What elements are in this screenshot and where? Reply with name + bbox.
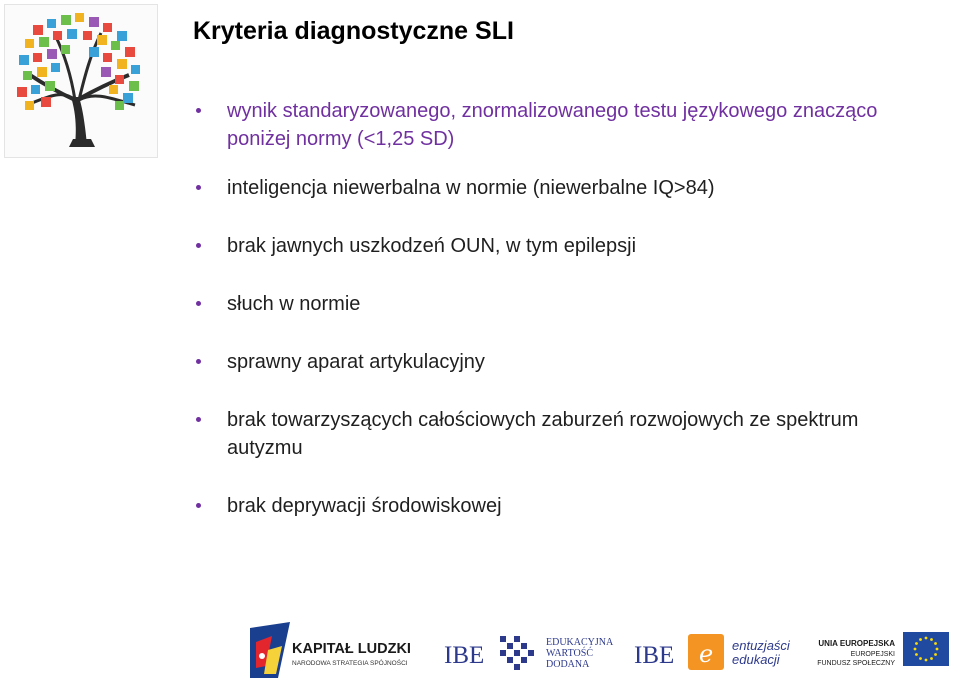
bullet-dot — [196, 185, 201, 190]
tree-logo — [4, 4, 158, 158]
ewd-line2: WARTOŚĆ — [546, 648, 594, 659]
eu-star — [919, 638, 922, 641]
bullet-text: wynik standaryzowanego, znormalizowanego testu językowego znacząco poniżej normy (<1,25 SD) — [227, 100, 878, 150]
ibe-1-text: IBE — [444, 642, 485, 669]
bullet-text: brak towarzyszących całościowych zaburzeń rozwojowych ze spektrum autyzmu — [227, 409, 859, 459]
eu-star — [919, 657, 922, 660]
eu-star — [925, 659, 928, 662]
bullet-item — [196, 290, 916, 318]
bullet-item — [196, 97, 916, 153]
bullet-list — [196, 97, 916, 520]
eu-star — [930, 657, 933, 660]
bullet-text: inteligencja niewerbalna w normie (niewerbalne IQ>84) — [227, 177, 715, 199]
eu-logo — [817, 632, 949, 667]
bullet-dot — [196, 243, 201, 248]
kapital-subtitle: NARODOWA STRATEGIA SPÓJNOŚCI — [292, 660, 408, 667]
entuzjasci-line1: entuzjaści — [732, 638, 790, 653]
bullet-dot — [196, 417, 201, 422]
ibe-entuzjasci-logo — [634, 634, 791, 670]
footer-logos — [0, 620, 959, 682]
eu-star — [930, 638, 933, 641]
ue-line3: FUNDUSZ SPOŁECZNY — [817, 660, 895, 667]
eu-star — [915, 642, 918, 645]
bullet-item — [196, 348, 916, 376]
eu-star — [936, 648, 939, 651]
bullet-dot — [196, 108, 201, 113]
kapital-ludzki-logo — [250, 622, 411, 678]
bullet-item — [196, 174, 916, 202]
eu-star — [934, 653, 937, 656]
bullet-item — [196, 492, 916, 520]
bullet-item — [196, 232, 916, 260]
bullet-text: słuch w normie — [227, 293, 361, 315]
bullet-item — [196, 406, 916, 462]
slide-title: Kryteria diagnostyczne SLI — [193, 17, 514, 45]
ibe-2-text: IBE — [634, 642, 675, 669]
bullet-text: sprawny aparat artykulacyjny — [227, 351, 485, 373]
bullet-dot — [196, 503, 201, 508]
bullet-text: brak deprywacji środowiskowej — [227, 495, 502, 517]
ewd-line3: DODANA — [546, 659, 590, 670]
svg-text:e: e — [699, 640, 714, 668]
eu-star — [925, 637, 928, 640]
ue-line2: EUROPEJSKI — [850, 651, 895, 658]
ue-line1: UNIA EUROPEJSKA — [818, 639, 895, 648]
eu-star — [915, 653, 918, 656]
eu-star — [914, 648, 917, 651]
bullet-dot — [196, 359, 201, 364]
eu-star — [934, 642, 937, 645]
kapital-title: KAPITAŁ LUDZKI — [292, 641, 411, 657]
bullet-text: brak jawnych uszkodzeń OUN, w tym epilepsji — [227, 235, 637, 257]
ibe-ewd-logo — [444, 636, 614, 670]
entuzjasci-line2: edukacji — [732, 652, 780, 667]
ewd-line1: EDUKACYJNA — [546, 637, 614, 648]
bullet-dot — [196, 301, 201, 306]
